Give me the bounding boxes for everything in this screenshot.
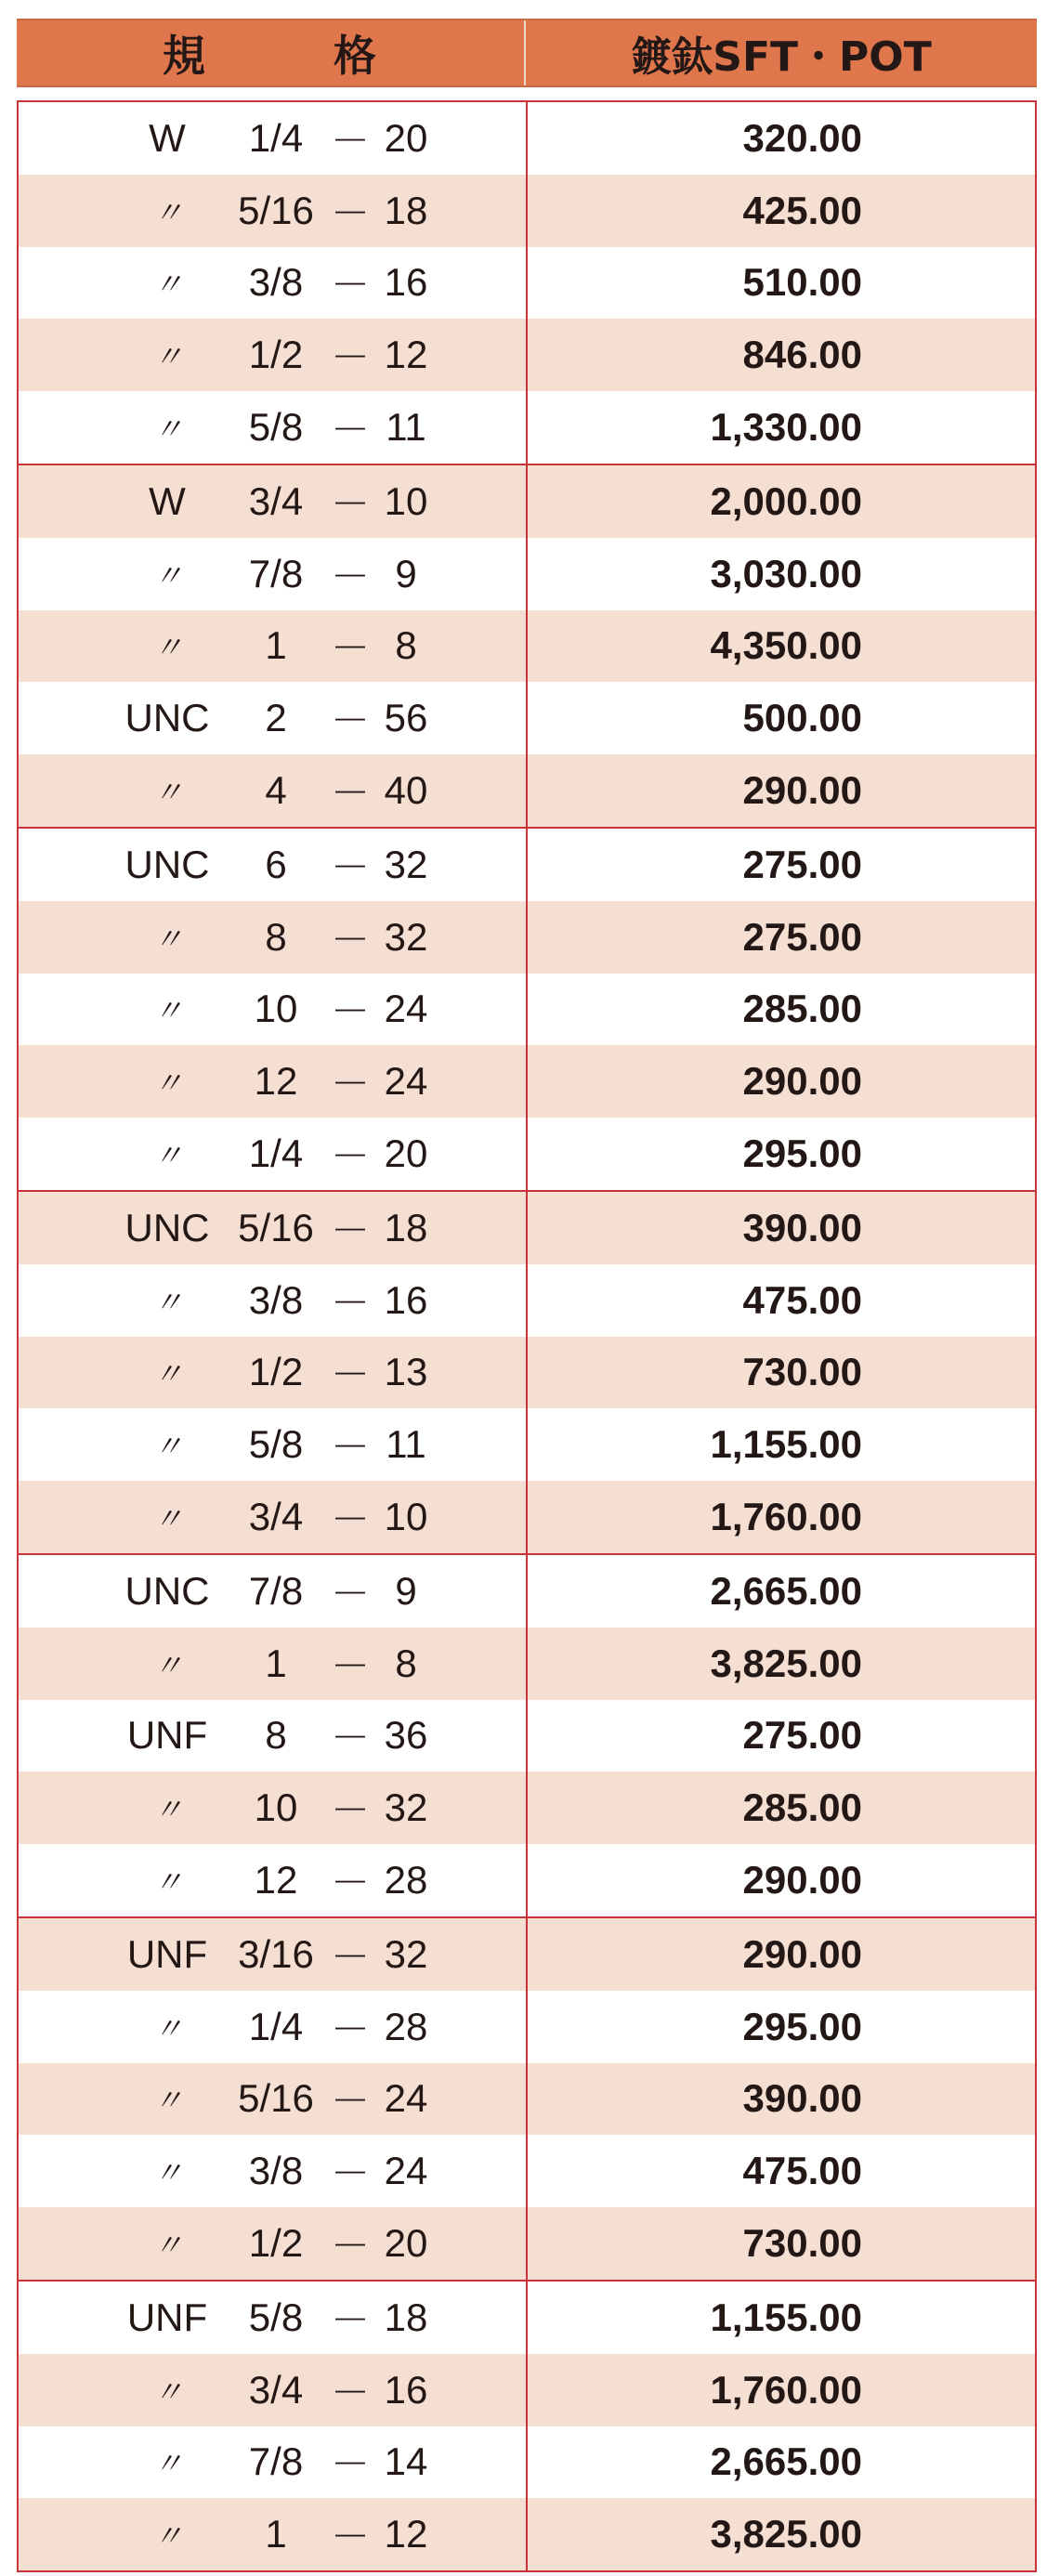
price-cell: 290.00 [742, 768, 862, 813]
thread-size: 1/2 [248, 2221, 304, 2265]
spec-cell [19, 974, 528, 1046]
thread-size: 3/4 [248, 2367, 304, 2412]
thread-pitch: 13 [384, 1350, 428, 1394]
price-cell: 285.00 [742, 1785, 862, 1830]
thread-size: 5/8 [248, 1422, 304, 1467]
price-cell: 275.00 [742, 914, 862, 959]
price-cell: 290.00 [742, 1858, 862, 1903]
spec-cell [19, 1628, 528, 1700]
table-row [19, 682, 1035, 754]
thread-pitch: 24 [384, 2149, 428, 2193]
price-cell: 1,155.00 [710, 1422, 862, 1467]
spec-dash: － [330, 1497, 370, 1542]
spec-dash: － [330, 989, 370, 1034]
row-group [19, 1553, 1035, 1916]
spec-cell [19, 319, 528, 391]
table-row [19, 1555, 1035, 1628]
thread-size: 5/8 [248, 405, 304, 450]
spec-cell [19, 391, 528, 464]
thread-size: 1 [265, 623, 287, 668]
thread-size: 1 [265, 2512, 287, 2556]
thread-type: 〃 [152, 268, 181, 302]
spec-dash: － [330, 1571, 370, 1615]
thread-size: 10 [254, 1785, 298, 1830]
spec-dash: － [330, 1208, 370, 1252]
price-cell: 3,825.00 [710, 1641, 862, 1685]
table-row [19, 1918, 1035, 1991]
price-cell: 2,000.00 [710, 478, 862, 523]
row-group [19, 1916, 1035, 2280]
spec-header-char-2: 格 [334, 31, 378, 81]
price-cell: 475.00 [742, 2149, 862, 2193]
table-row [19, 1481, 1035, 1553]
spec-cell [19, 1118, 528, 1190]
table-row [19, 754, 1035, 827]
table-row [19, 538, 1035, 610]
spec-dash: － [330, 2151, 370, 2196]
thread-pitch: 16 [384, 1277, 428, 1322]
table-row [19, 2354, 1035, 2426]
thread-pitch: 11 [386, 405, 426, 450]
spec-dash: － [330, 2370, 370, 2414]
spec-column-header [17, 20, 526, 85]
thread-pitch: 28 [384, 1858, 428, 1903]
table-row [19, 610, 1035, 683]
table-row [19, 1192, 1035, 1264]
spec-dash: － [330, 1861, 370, 1905]
thread-size: 3/4 [248, 1495, 304, 1539]
thread-type: 〃 [152, 1793, 181, 1827]
thread-type: UNF [126, 1931, 208, 1976]
thread-pitch: 18 [384, 188, 428, 232]
table-row [19, 2426, 1035, 2499]
thread-pitch: 9 [395, 1568, 417, 1613]
spec-cell [19, 2063, 528, 2136]
table-row [19, 2498, 1035, 2570]
thread-type: 〃 [152, 994, 181, 1028]
table-row [19, 175, 1035, 247]
table-row [19, 102, 1035, 175]
thread-pitch: 16 [384, 260, 428, 305]
spec-cell [19, 2135, 528, 2207]
spec-cell [19, 829, 528, 901]
price-cell: 295.00 [742, 1131, 862, 1176]
thread-pitch: 10 [384, 478, 428, 523]
thread-pitch: 11 [386, 1422, 426, 1467]
spec-cell [19, 1555, 528, 1628]
thread-type: 〃 [152, 1357, 181, 1392]
spec-cell [19, 2498, 528, 2570]
spec-cell [19, 610, 528, 683]
table-row [19, 1118, 1035, 1190]
price-cell: 275.00 [742, 1713, 862, 1758]
table-row [19, 1844, 1035, 1916]
price-cell: 1,760.00 [710, 1495, 862, 1539]
thread-size: 5/8 [248, 2295, 304, 2339]
spec-cell [19, 102, 528, 175]
thread-type: 〃 [152, 1139, 181, 1173]
spec-cell [19, 1337, 528, 1409]
spec-dash: － [330, 2007, 370, 2051]
thread-pitch: 28 [384, 2004, 428, 2048]
thread-pitch: 40 [384, 768, 428, 813]
price-cell: 2,665.00 [710, 1568, 862, 1613]
price-cell: 3,030.00 [710, 551, 862, 595]
thread-size: 4 [265, 768, 287, 813]
thread-pitch: 24 [384, 987, 428, 1031]
table-row [19, 2282, 1035, 2354]
thread-type: 〃 [152, 631, 181, 665]
thread-size: 5/16 [238, 2076, 314, 2121]
spec-dash: － [330, 1934, 370, 1979]
table-row [19, 465, 1035, 538]
table-row [19, 319, 1035, 391]
spec-cell [19, 247, 528, 320]
thread-size: 12 [254, 1858, 298, 1903]
thread-type: 〃 [152, 1502, 181, 1536]
spec-cell [19, 1700, 528, 1772]
spec-dash: － [330, 844, 370, 889]
spec-dash: － [330, 2297, 370, 2342]
spec-cell [19, 465, 528, 538]
thread-type: 〃 [152, 776, 181, 810]
thread-pitch: 32 [384, 842, 428, 886]
spec-cell [19, 1991, 528, 2063]
table-row [19, 901, 1035, 974]
row-group [19, 102, 1035, 464]
thread-size: 12 [254, 1059, 298, 1104]
spec-header-char-1: 規 [163, 31, 207, 81]
thread-pitch: 10 [384, 1495, 428, 1539]
price-cell: 425.00 [742, 188, 862, 232]
thread-pitch: 8 [395, 1641, 417, 1685]
price-cell: 730.00 [742, 1350, 862, 1394]
thread-size: 8 [265, 1713, 287, 1758]
spec-dash: － [330, 626, 370, 671]
spec-cell [19, 1481, 528, 1553]
thread-size: 3/4 [248, 478, 304, 523]
thread-type: 〃 [152, 1648, 181, 1682]
table-row [19, 1628, 1035, 1700]
thread-type: W [149, 478, 186, 523]
spec-dash: － [330, 699, 370, 743]
table-row [19, 1264, 1035, 1337]
spec-cell [19, 1844, 528, 1916]
spec-cell [19, 538, 528, 610]
thread-type: 〃 [152, 1285, 181, 1319]
thread-size: 1 [265, 1641, 287, 1685]
spec-dash: － [330, 1716, 370, 1760]
spec-dash: － [330, 335, 370, 380]
thread-pitch: 36 [384, 1713, 428, 1758]
thread-type: 〃 [152, 1865, 181, 1900]
price-cell: 285.00 [742, 987, 862, 1031]
thread-pitch: 9 [395, 551, 417, 595]
spec-cell [19, 2426, 528, 2499]
table-row [19, 247, 1035, 320]
thread-size: 6 [265, 842, 287, 886]
thread-size: 2 [265, 696, 287, 740]
table-row [19, 829, 1035, 901]
thread-size: 7/8 [248, 551, 304, 595]
table-row [19, 2063, 1035, 2136]
thread-pitch: 24 [384, 2076, 428, 2121]
row-group [19, 464, 1035, 827]
spec-cell [19, 1772, 528, 1844]
table-row [19, 391, 1035, 464]
spec-dash: － [330, 1643, 370, 1688]
row-group [19, 827, 1035, 1190]
thread-type: 〃 [152, 195, 181, 229]
thread-type: UNC [124, 1568, 210, 1613]
thread-pitch: 56 [384, 696, 428, 740]
spec-cell [19, 901, 528, 974]
spec-dash: － [330, 2515, 370, 2559]
table-row [19, 1337, 1035, 1409]
price-cell: 500.00 [742, 696, 862, 740]
table-header [17, 19, 1037, 87]
price-column-header: 鍍鈦SFT・POT [631, 33, 932, 81]
spec-cell [19, 682, 528, 754]
thread-type: 〃 [152, 1066, 181, 1101]
thread-type: UNC [124, 842, 210, 886]
table-row [19, 2135, 1035, 2207]
thread-pitch: 12 [384, 2512, 428, 2556]
table-row [19, 1772, 1035, 1844]
spec-dash: － [330, 917, 370, 961]
price-cell: 390.00 [742, 1205, 862, 1249]
thread-size: 5/16 [238, 188, 314, 232]
thread-pitch: 18 [384, 1205, 428, 1249]
thread-type: UNC [124, 1205, 210, 1249]
thread-pitch: 18 [384, 2295, 428, 2339]
price-cell: 290.00 [742, 1931, 862, 1976]
spec-cell [19, 175, 528, 247]
spec-cell [19, 754, 528, 827]
spec-dash: － [330, 190, 370, 235]
spec-dash: － [330, 2224, 370, 2268]
spec-dash: － [330, 1425, 370, 1470]
thread-type: 〃 [152, 558, 181, 593]
thread-type: 〃 [152, 1430, 181, 1464]
thread-pitch: 8 [395, 623, 417, 668]
table-row [19, 1700, 1035, 1772]
price-cell: 1,330.00 [710, 405, 862, 450]
price-cell: 290.00 [742, 1059, 862, 1104]
thread-pitch: 20 [384, 2221, 428, 2265]
thread-size: 1/4 [248, 2004, 304, 2048]
spec-dash: － [330, 481, 370, 526]
thread-type: 〃 [152, 2519, 181, 2554]
spec-dash: － [330, 408, 370, 452]
row-group [19, 1190, 1035, 1553]
thread-pitch: 32 [384, 1785, 428, 1830]
row-group [19, 2280, 1035, 2570]
thread-type: 〃 [152, 2447, 181, 2481]
thread-type: 〃 [152, 2229, 181, 2262]
thread-size: 1/2 [248, 1350, 304, 1394]
spec-dash: － [330, 1134, 370, 1179]
thread-type: 〃 [152, 2011, 181, 2046]
thread-pitch: 20 [384, 115, 428, 160]
thread-size: 1/2 [248, 333, 304, 377]
spec-dash: － [330, 118, 370, 163]
spec-dash: － [330, 1062, 370, 1106]
spec-dash: － [330, 1353, 370, 1397]
spec-cell [19, 1192, 528, 1264]
thread-pitch: 32 [384, 914, 428, 959]
table-row [19, 1408, 1035, 1481]
spec-dash: － [330, 2079, 370, 2124]
price-cell: 2,665.00 [710, 2439, 862, 2484]
thread-type: UNC [124, 696, 210, 740]
thread-pitch: 20 [384, 1131, 428, 1176]
thread-size: 3/8 [248, 1277, 304, 1322]
thread-type: 〃 [152, 2084, 181, 2118]
price-cell: 730.00 [742, 2221, 862, 2265]
price-cell: 4,350.00 [710, 623, 862, 668]
spec-cell [19, 2282, 528, 2354]
thread-size: 1/4 [248, 115, 304, 160]
table-row [19, 1045, 1035, 1118]
thread-size: 7/8 [248, 2439, 304, 2484]
thread-size: 1/4 [248, 1131, 304, 1176]
price-cell: 1,760.00 [710, 2367, 862, 2412]
thread-size: 10 [254, 987, 298, 1031]
spec-cell [19, 1045, 528, 1118]
table-row [19, 974, 1035, 1046]
thread-type: W [149, 115, 186, 160]
table-row [19, 2207, 1035, 2280]
spec-cell [19, 2207, 528, 2280]
table-row [19, 1991, 1035, 2063]
price-table-sheet [17, 19, 1037, 2572]
spec-cell [19, 1918, 528, 1991]
price-cell: 846.00 [742, 333, 862, 377]
spec-dash: － [330, 263, 370, 307]
thread-type: UNF [126, 2295, 208, 2339]
price-table-body [17, 100, 1037, 2572]
thread-type: 〃 [152, 412, 181, 447]
thread-size: 8 [265, 914, 287, 959]
thread-type: 〃 [152, 922, 181, 956]
thread-pitch: 14 [384, 2439, 428, 2484]
price-cell: 295.00 [742, 2004, 862, 2048]
thread-size: 3/16 [238, 1931, 314, 1976]
thread-pitch: 24 [384, 1059, 428, 1104]
thread-pitch: 16 [384, 2367, 428, 2412]
price-cell: 510.00 [742, 260, 862, 305]
spec-dash: － [330, 771, 370, 816]
thread-pitch: 12 [384, 333, 428, 377]
thread-type: 〃 [152, 340, 181, 374]
thread-type: 〃 [152, 2156, 181, 2190]
thread-type: UNF [126, 1713, 208, 1758]
spec-dash: － [330, 1788, 370, 1833]
price-cell: 275.00 [742, 842, 862, 886]
price-cell: 390.00 [742, 2076, 862, 2121]
spec-dash: － [330, 2442, 370, 2487]
spec-dash: － [330, 554, 370, 598]
price-cell: 3,825.00 [710, 2512, 862, 2556]
thread-size: 3/8 [248, 2149, 304, 2193]
thread-pitch: 32 [384, 1931, 428, 1976]
spec-dash: － [330, 1280, 370, 1325]
thread-size: 3/8 [248, 260, 304, 305]
thread-size: 7/8 [248, 1568, 304, 1613]
price-cell: 475.00 [742, 1277, 862, 1322]
price-cell: 1,155.00 [710, 2295, 862, 2339]
thread-size: 5/16 [238, 1205, 314, 1249]
spec-cell [19, 1408, 528, 1481]
price-cell: 320.00 [742, 115, 862, 160]
thread-type: 〃 [152, 2374, 181, 2409]
spec-cell [19, 2354, 528, 2426]
spec-cell [19, 1264, 528, 1337]
